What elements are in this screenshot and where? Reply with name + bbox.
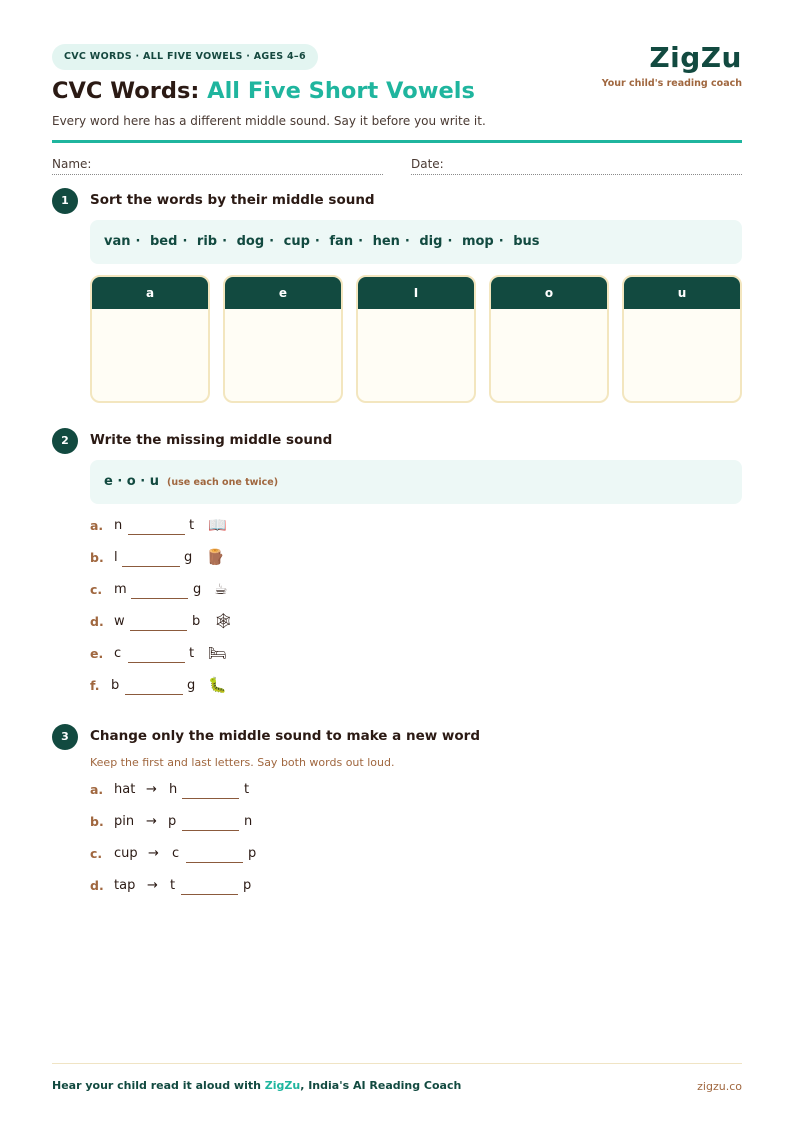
item-label: d. (90, 878, 104, 893)
section-2-number: 2 (52, 428, 78, 454)
last-letter: n (244, 814, 253, 829)
sort-box-header: o (491, 277, 607, 309)
item-label: c. (90, 846, 103, 861)
item-label: d. (90, 614, 104, 629)
sort-box-e[interactable] (223, 275, 343, 403)
answer-blank[interactable] (125, 694, 183, 695)
last-letter: t (189, 518, 195, 533)
footer-url[interactable]: zigzu.co (697, 1080, 742, 1093)
last-letter: p (248, 846, 257, 861)
log-icon: 🪵 (206, 548, 225, 566)
first-letter: c (114, 646, 122, 661)
footer-divider (52, 1063, 742, 1064)
arrow-icon: → (148, 846, 159, 861)
arrow-icon: → (146, 782, 157, 797)
bed-icon: 🛏 (208, 644, 228, 662)
header-divider (52, 140, 742, 143)
answer-blank[interactable] (130, 630, 187, 631)
last-letter: t (244, 782, 250, 797)
source-word: cup (114, 846, 138, 861)
section-1-number: 1 (52, 188, 78, 214)
sort-box-header: e (225, 277, 341, 309)
word-bank (90, 220, 742, 264)
last-letter: g (187, 678, 196, 693)
brand-tagline: Your child's reading coach (601, 78, 742, 89)
mug-icon: ☕ (214, 580, 228, 598)
answer-blank[interactable] (182, 798, 239, 799)
word-separator: · (269, 234, 275, 249)
page-title (52, 78, 475, 104)
word-bank-word: bed (150, 234, 178, 249)
first-letter: w (114, 614, 125, 629)
word-bank-word: fan (329, 234, 354, 249)
word-bank-word: dog (236, 234, 265, 249)
source-word: hat (114, 782, 136, 797)
sort-box-a[interactable] (90, 275, 210, 403)
word-separator: · (314, 234, 320, 249)
last-letter: p (243, 878, 252, 893)
item-label: a. (90, 518, 104, 533)
first-letter: h (169, 782, 178, 797)
source-word: tap (114, 878, 136, 893)
vowel-bank-note: (use each one twice) (166, 477, 279, 488)
word-separator: · (182, 234, 188, 249)
answer-blank[interactable] (131, 598, 188, 599)
answer-blank[interactable] (186, 862, 243, 863)
word-bank-word: cup (283, 234, 310, 249)
word-separator: · (498, 234, 504, 249)
item-label: a. (90, 782, 104, 797)
word-bank-word: hen (372, 234, 400, 249)
item-label: b. (90, 814, 104, 829)
sort-box-header: u (624, 277, 740, 309)
name-label: Name: (52, 157, 92, 171)
first-letter: m (114, 582, 127, 597)
title-accent: All Five Short Vowels (207, 78, 475, 104)
word-separator: · (222, 234, 228, 249)
sort-box-o[interactable] (489, 275, 609, 403)
topic-pill: CVC WORDS · ALL FIVE VOWELS · AGES 4–6 (52, 44, 318, 70)
answer-blank[interactable] (122, 566, 180, 567)
worksheet-page (52, 0, 742, 1123)
book-icon: 📖 (208, 516, 227, 534)
section-3-title: Change only the middle sound to make a new word (90, 728, 480, 744)
answer-blank[interactable] (128, 534, 185, 535)
page-subtitle: Every word here has a different middle sound. Say it before you write it. (52, 114, 486, 128)
sort-box-i[interactable] (356, 275, 476, 403)
web-icon: 🕸 (214, 612, 234, 630)
item-label: b. (90, 550, 104, 565)
answer-blank[interactable] (181, 894, 238, 895)
last-letter: g (193, 582, 202, 597)
vowel-bank (90, 460, 742, 504)
footer-text: Hear your child read it aloud with (52, 1079, 265, 1092)
word-bank-word: rib (196, 234, 218, 249)
section-2-title: Write the missing middle sound (90, 432, 333, 448)
word-bank-word: dig (419, 234, 443, 249)
first-letter: l (114, 550, 118, 565)
last-letter: t (189, 646, 195, 661)
word-bank-word: van (104, 234, 131, 249)
first-letter: p (168, 814, 177, 829)
item-label: c. (90, 582, 103, 597)
first-letter: c (172, 846, 180, 861)
vowel-list: e · o · u (104, 474, 159, 489)
word-separator: · (135, 234, 141, 249)
first-letter: b (111, 678, 120, 693)
word-bank-word: bus (513, 234, 540, 249)
sort-box-header: a (92, 277, 208, 309)
first-letter: t (170, 878, 176, 893)
word-separator: · (447, 234, 453, 249)
footer-text-end: , India's AI Reading Coach (300, 1079, 462, 1092)
section-3-number: 3 (52, 724, 78, 750)
title-prefix: CVC Words: (52, 78, 208, 104)
section-1-title: Sort the words by their middle sound (90, 192, 375, 208)
brand-block (602, 40, 742, 89)
word-bank-word: mop (461, 234, 494, 249)
sort-box-header: I (358, 277, 474, 309)
word-separator: · (358, 234, 364, 249)
first-letter: n (114, 518, 123, 533)
footer-promo (52, 1079, 461, 1092)
bug-icon: 🐛 (208, 676, 227, 694)
item-label: e. (90, 646, 104, 661)
source-word: pin (114, 814, 135, 829)
name-field[interactable] (52, 174, 383, 175)
date-label: Date: (411, 157, 444, 171)
arrow-icon: → (146, 814, 157, 829)
last-letter: g (184, 550, 193, 565)
answer-blank[interactable] (182, 830, 239, 831)
item-label: f. (90, 678, 100, 693)
sort-box-u[interactable] (622, 275, 742, 403)
brand-logo: ZigZu (649, 41, 742, 74)
date-field[interactable] (411, 174, 742, 175)
answer-blank[interactable] (128, 662, 185, 663)
last-letter: b (192, 614, 201, 629)
arrow-icon: → (147, 878, 158, 893)
footer-brand: ZigZu (264, 1079, 301, 1092)
section-3-instructions: Keep the first and last letters. Say both words out loud. (90, 756, 395, 769)
word-separator: · (404, 234, 410, 249)
